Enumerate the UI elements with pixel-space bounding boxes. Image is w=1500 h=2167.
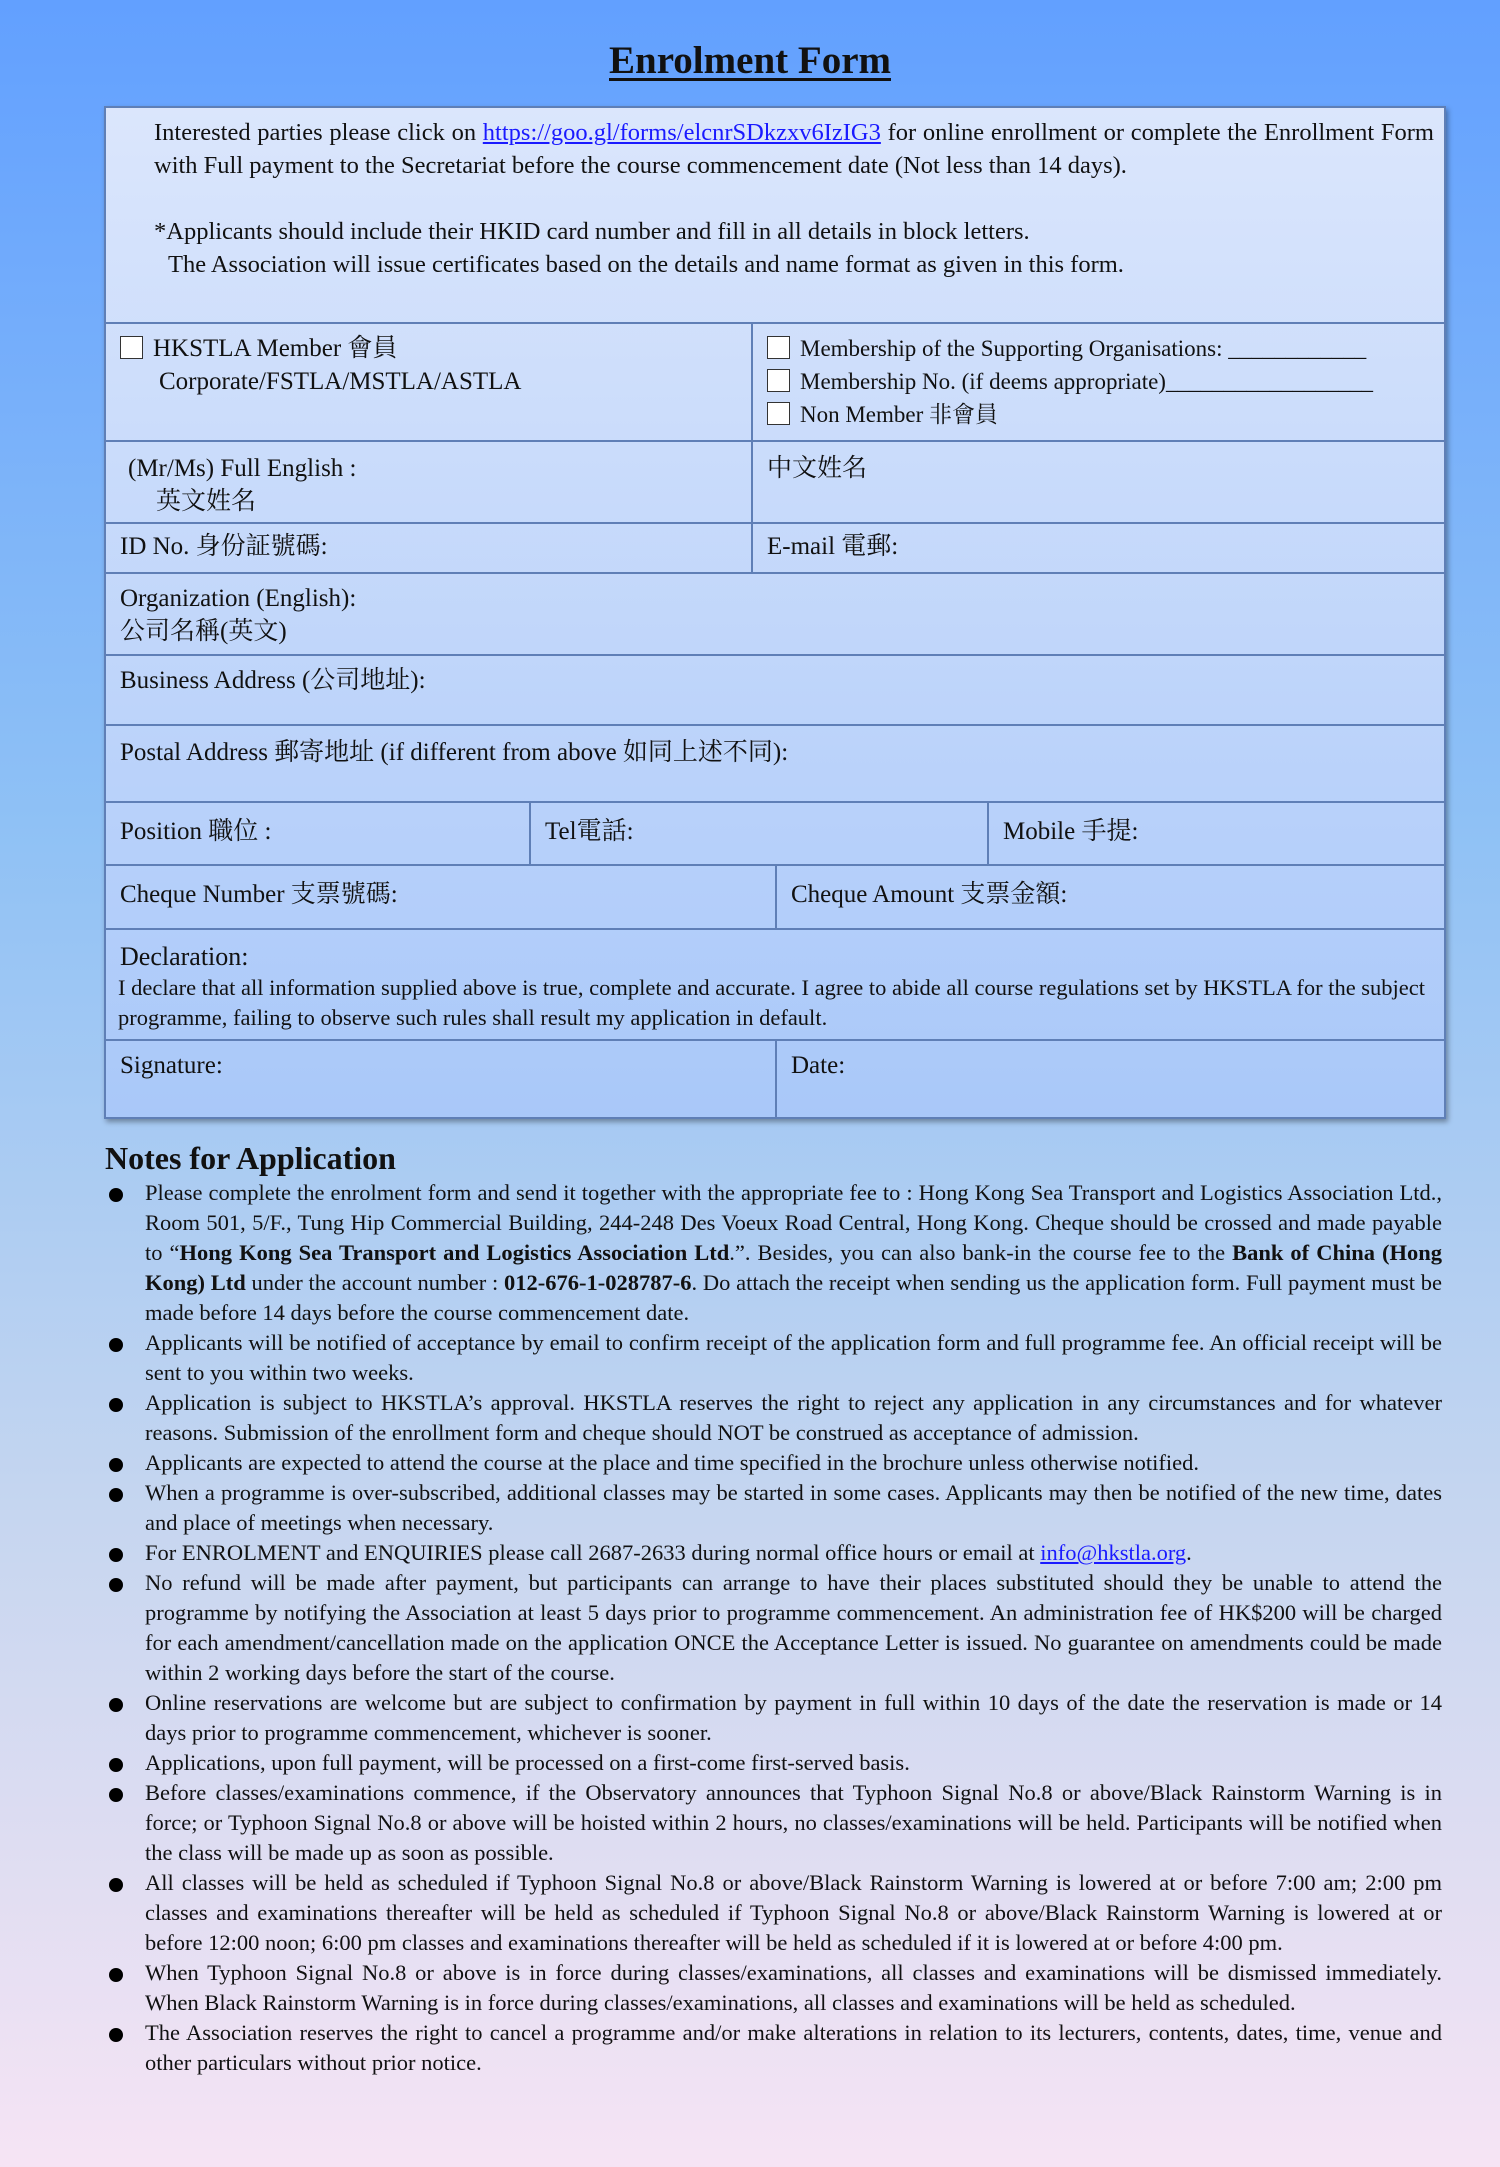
bullet-icon (109, 1338, 123, 1352)
bullet-icon (109, 1698, 123, 1712)
bullet-icon (109, 1788, 123, 1802)
contact-row (106, 801, 1444, 864)
non-member-label: Non Member 非會員 (800, 402, 999, 427)
bullet-icon (109, 1458, 123, 1472)
date-field[interactable] (775, 1041, 1444, 1117)
note-item (105, 1388, 1442, 1448)
membership-no-label: Membership No. (if deems appropriate)__________________ (800, 369, 1373, 394)
note-bold-account: 012-676-1-028787-6 (504, 1270, 692, 1295)
membership-no-checkbox[interactable] (767, 369, 790, 392)
note-text: Applicants are expected to attend the course at the place and time specified in the brochure unless otherwise notified. (145, 1450, 1199, 1475)
note-text: The Association reserves the right to cancel a programme and/or make alterations in relation to its lecturers, contents, dates, time, venue and other particulars without prior notice. (145, 2020, 1442, 2075)
position-label: Position 職位 : (120, 818, 272, 845)
organization-row (106, 572, 1444, 654)
id-no-field[interactable] (106, 524, 751, 572)
signature-label: Signature: (120, 1052, 223, 1079)
declaration-row (106, 928, 1444, 1039)
hkstla-member-label: HKSTLA Member 會員 (153, 335, 398, 362)
organization-label-zh: 公司名稱(英文) (120, 618, 287, 645)
postal-address-field[interactable] (106, 726, 1444, 801)
intro-pre: Interested parties please click on (154, 119, 483, 146)
other-membership-cell (751, 324, 1444, 440)
note-text: When Typhoon Signal No.8 or above is in force during classes/examinations, all classes and examinations will be dismissed immediately. When Black Rainstorm Warning is in force during classes/examinations, all classes and examinations will be held as scheduled. (145, 1960, 1442, 2015)
declaration-text: I declare that all information supplied above is true, complete and accurate. I agree to abide all course regulations set by HKSTLA for the subject programme, failing to observe such rules shall result my application in default. (118, 975, 1426, 1030)
chinese-name-label: 中文姓名 (767, 455, 868, 482)
postal-address-row (106, 724, 1444, 801)
bullet-icon (109, 2028, 123, 2042)
note-item (105, 1868, 1442, 1958)
note-text: For ENROLMENT and ENQUIRIES please call 2687-2633 during normal office hours or email at (145, 1540, 1041, 1565)
postal-address-label: Postal Address 郵寄地址 (if different from above 如同上述不同): (120, 739, 789, 766)
signature-field[interactable] (106, 1041, 775, 1117)
bullet-icon (109, 1398, 123, 1412)
business-address-row (106, 654, 1444, 724)
note-bold-bank: Bank of China (Hong Kong) Ltd (145, 1240, 1443, 1295)
notes-heading: Notes for Application (105, 1140, 396, 1176)
position-field[interactable] (106, 803, 529, 864)
enrolment-form (104, 106, 1446, 1119)
note-text: No refund will be made after payment, but participants can arrange to have their places substituted should they be unable to attend the programme by notifying the Association at least 5 days prior to programme commencement. An administration fee of HK$200 will be charged for each amendment/cancellation made on the application ONCE the Acceptance Letter is issued. No guarantee on amendments could be made within 2 working days before the start of the course. (145, 1570, 1442, 1685)
non-member-checkbox[interactable] (767, 402, 790, 425)
name-row (106, 440, 1444, 522)
page-title: Enrolment Form (609, 39, 891, 82)
business-address-label: Business Address (公司地址): (120, 667, 426, 694)
tel-label: Tel電話: (545, 818, 634, 845)
membership-row (106, 322, 1444, 440)
note-item (105, 1688, 1442, 1748)
note-item (105, 1748, 1442, 1778)
note-item (105, 1778, 1442, 1868)
intro-row (106, 108, 1444, 322)
organization-label: Organization (English): (120, 585, 357, 612)
bullet-icon (109, 1578, 123, 1592)
email-label: E-mail 電郵: (767, 533, 899, 560)
bullet-icon (109, 1968, 123, 1982)
note-text: . Do attach the receipt when sending us the application form. Full payment must be made before 14 days before the course commencement date. (145, 1270, 1442, 1325)
date-label: Date: (791, 1052, 846, 1079)
online-form-link[interactable]: https://goo.gl/forms/elcnrSDkzxv6IzIG3 (482, 119, 881, 146)
note-text: . (1186, 1540, 1192, 1565)
bullet-icon (109, 1878, 123, 1892)
cheque-number-label: Cheque Number 支票號碼: (120, 881, 398, 908)
bullet-icon (109, 1548, 123, 1562)
note-text: When a programme is over-subscribed, additional classes may be started in some cases. Applicants may then be notified of the new time, dates and place of meetings when necessary. (145, 1480, 1442, 1535)
note-item (105, 1568, 1442, 1688)
chinese-name-field[interactable] (751, 442, 1444, 522)
note-item (105, 1178, 1442, 1328)
bullet-icon (109, 1188, 123, 1202)
note-item (105, 1958, 1442, 2018)
english-name-field[interactable] (106, 442, 751, 522)
note-item (105, 1538, 1442, 1568)
cheque-amount-field[interactable] (775, 866, 1444, 928)
intro-hkid-note: *Applicants should include their HKID card number and fill in all details in block letters. (154, 218, 1030, 245)
declaration (106, 930, 1444, 1039)
cheque-number-field[interactable] (106, 866, 775, 928)
hkstla-member-checkbox[interactable] (120, 336, 143, 359)
supporting-org-label: Membership of the Supporting Organisations: ____________ (800, 336, 1367, 361)
id-email-row (106, 522, 1444, 572)
english-name-label-zh: 英文姓名 (156, 488, 257, 515)
notes-list (105, 1178, 1442, 2078)
note-text: Application is subject to HKSTLA’s approval. HKSTLA reserves the right to reject any application in any circumstances and for whatever reasons. Submission of the enrollment form and cheque should NOT be construed as acceptance of admission. (145, 1390, 1442, 1445)
note-text: Please complete the enrolment form and send it together with the appropriate fee to : Hong Kong Sea Transport and Logistics Association Ltd., Room 501, 5/F., Tung Hip Commercial Building, 244-248 Des Voeux Road Central, Hong Kong. Cheque should be crossed and made payable to “ (145, 1180, 1442, 1265)
note-item (105, 2018, 1442, 2078)
hkstla-member-cell (106, 324, 751, 440)
note-item (105, 1478, 1442, 1538)
note-item (105, 1448, 1442, 1478)
note-text: Applicants will be notified of acceptance by email to confirm receipt of the application form and full programme fee. An official receipt will be sent to you within two weeks. (145, 1330, 1442, 1385)
declaration-title: Declaration: (120, 942, 249, 971)
intro-post: for online enrollment or complete the Enrollment Form with Full payment to the Secretariat before the course commencement date (Not less than 14 days). (154, 119, 1434, 179)
mobile-label: Mobile 手提: (1003, 818, 1139, 845)
note-text: Applications, upon full payment, will be processed on a first-come first-served basis. (145, 1750, 910, 1775)
note-text: All classes will be held as scheduled if Typhoon Signal No.8 or above/Black Rainstorm Warning is lowered at or before 7:00 am; 2:00 pm classes and examinations thereafter will be held as scheduled if Typhoon Signal No.8 or above/Black Rainstorm Warning is lowered at or before 12:00 noon; 6:00 pm classes and examinations thereafter will be held as scheduled if it is lowered at or before 4:00 pm. (145, 1870, 1442, 1955)
mobile-field[interactable] (987, 803, 1444, 864)
note-text: under the account number : (245, 1270, 505, 1295)
organization-field[interactable] (106, 574, 1444, 654)
note-text: .”. Besides, you can also bank-in the course fee to the (729, 1240, 1233, 1265)
cheque-amount-label: Cheque Amount 支票金額: (791, 881, 1068, 908)
note-item (105, 1328, 1442, 1388)
signature-row (106, 1039, 1444, 1117)
email-field[interactable] (751, 524, 1444, 572)
tel-field[interactable] (529, 803, 987, 864)
hkstla-member-grades: Corporate/FSTLA/MSTLA/ASTLA (159, 368, 522, 395)
id-no-label: ID No. 身份証號碼: (120, 533, 328, 560)
bullet-icon (109, 1758, 123, 1772)
intro-certificate-note: The Association will issue certificates based on the details and name format as given in this form. (168, 251, 1124, 278)
note-bold-payee: Hong Kong Sea Transport and Logistics Association Ltd (179, 1240, 730, 1265)
note-text: Before classes/examinations commence, if the Observatory announces that Typhoon Signal No.8 or above/Black Rainstorm Warning is in force; or Typhoon Signal No.8 or above will be hoisted within 2 hours, no classes/examinations will be held. Participants will be notified when the class will be made up as soon as possible. (145, 1780, 1442, 1865)
business-address-field[interactable] (106, 656, 1444, 724)
note-text: Online reservations are welcome but are subject to confirmation by payment in full within 10 days of the date the reservation is made or 14 days prior to programme commencement, whichever is sooner. (145, 1690, 1442, 1745)
english-name-label: (Mr/Ms) Full English : (128, 455, 357, 482)
cheque-row (106, 864, 1444, 928)
bullet-icon (109, 1488, 123, 1502)
email-link[interactable]: info@hkstla.org (1040, 1540, 1187, 1565)
supporting-org-checkbox[interactable] (767, 336, 790, 359)
intro-text (106, 108, 1444, 322)
